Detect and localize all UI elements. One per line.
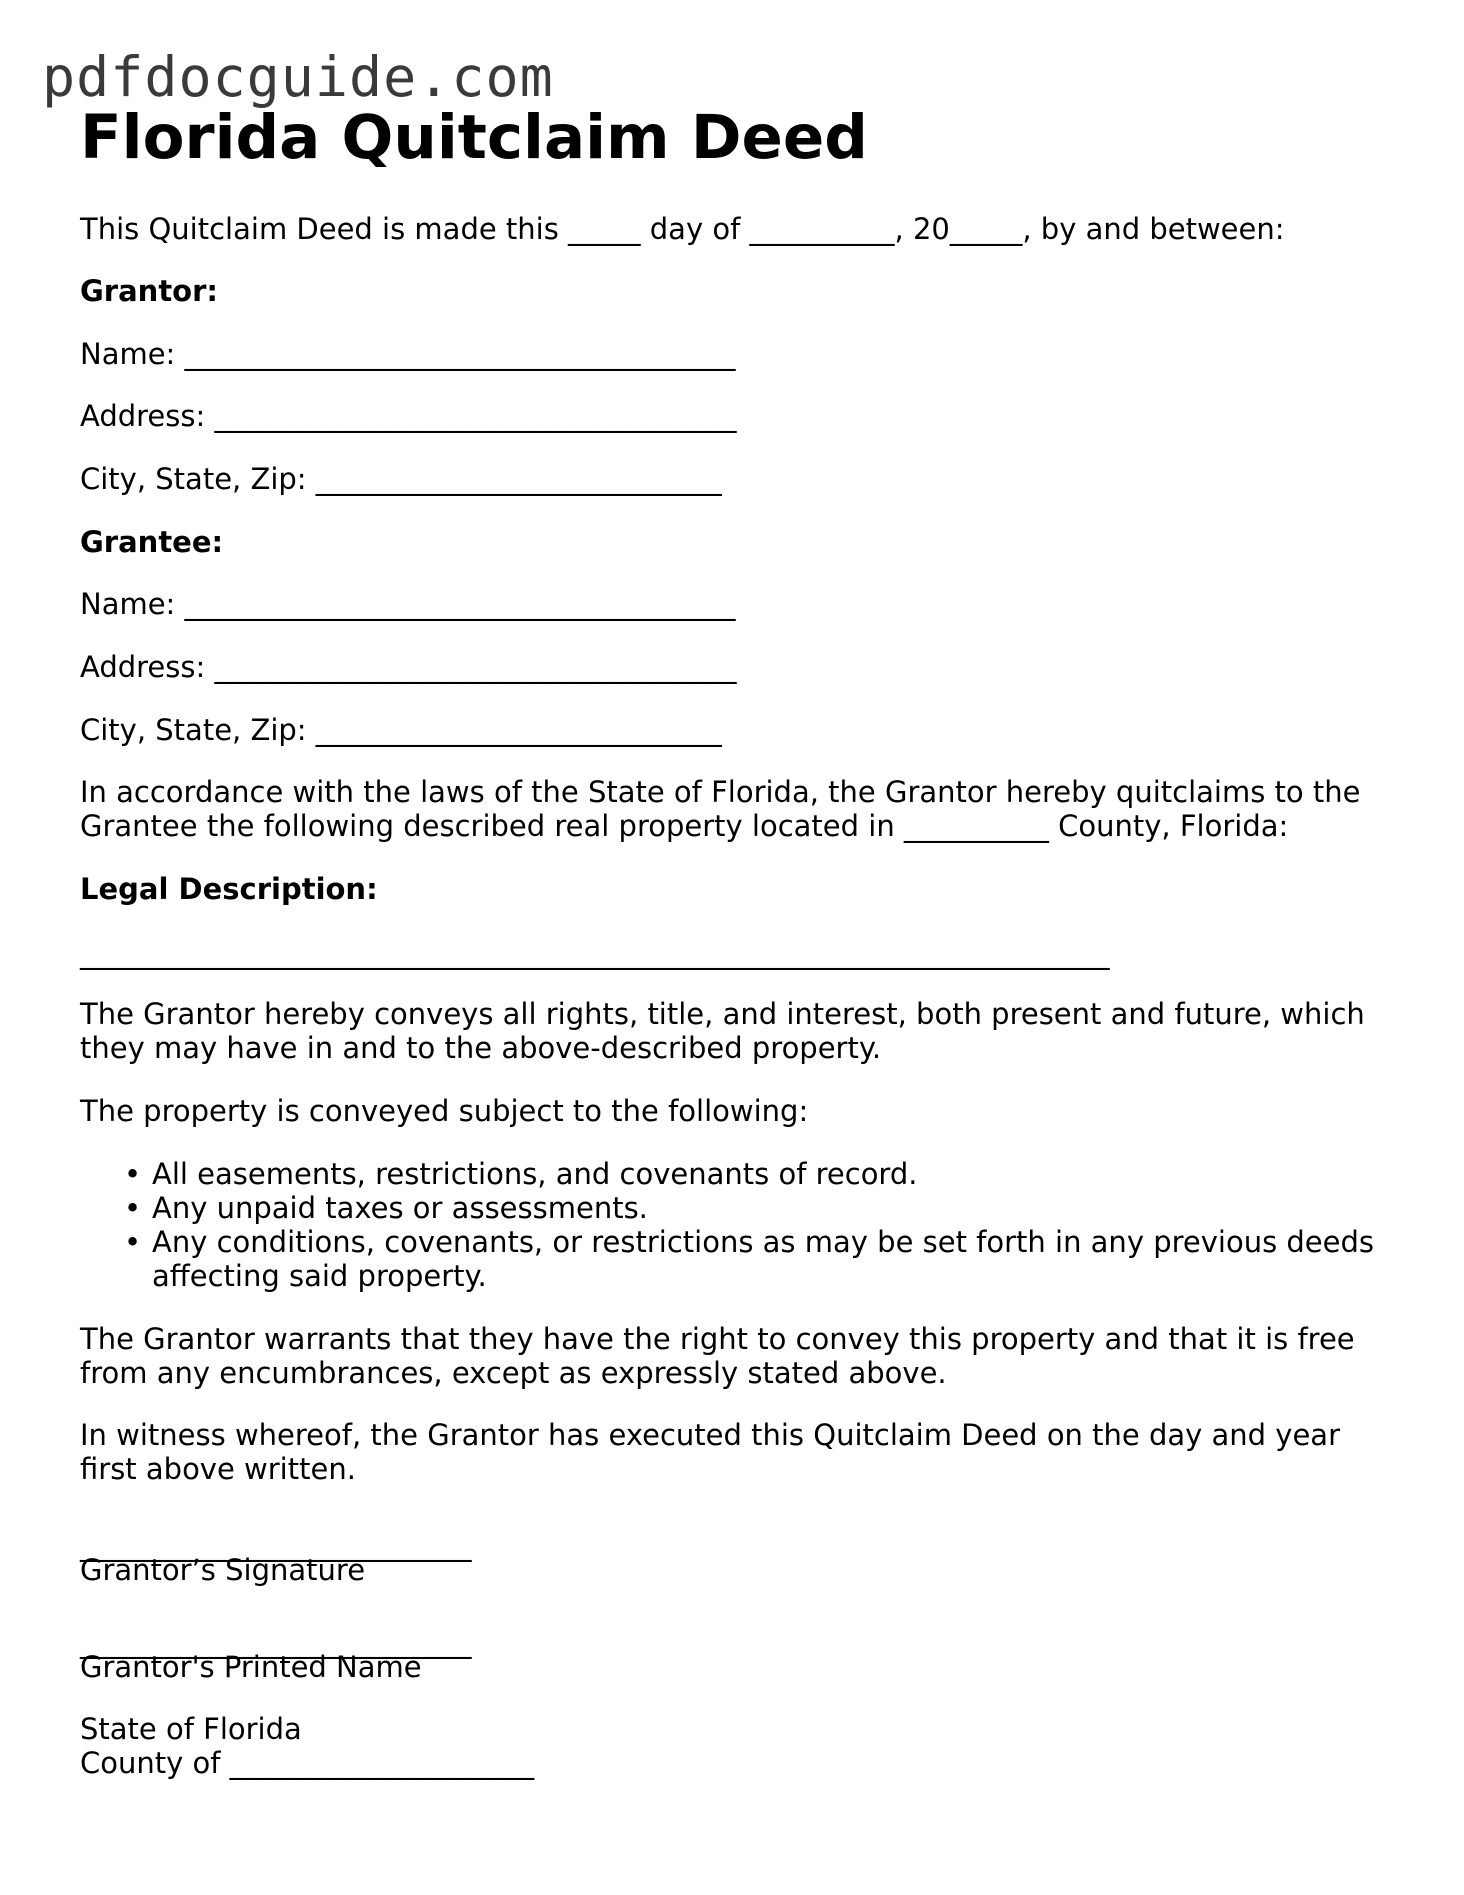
printed-name-label: Grantor's Printed Name [80,1650,422,1684]
grantor-heading: Grantor: [80,274,219,308]
grantor-address-field: Address: ____________________________________ [80,399,737,433]
witness-line-1: In witness whereof, the Grantor has executed this Quitclaim Deed on the day and year [80,1418,1340,1452]
grantor-name-field: Name: ______________________________________ [80,337,736,371]
intro-line: This Quitclaim Deed is made this _____ day of __________, 20_____, by and between: [80,212,1285,246]
notary-state: State of Florida [80,1712,302,1746]
printed-name-line: ___________________________ [80,1625,472,1659]
signature-label: Grantor’s Signature [80,1553,366,1587]
bullet-glyph: • [124,1157,142,1191]
bullet-glyph: • [124,1191,142,1225]
condition-item-3-line-2: affecting said property. [152,1259,487,1293]
condition-item-3-line-1: Any conditions, covenants, or restrictions as may be set forth in any previous deeds [152,1225,1375,1259]
legal-description-blank: _______________________________________________________________________ [80,936,1110,970]
condition-item-2: Any unpaid taxes or assessments. [152,1191,648,1225]
grantee-heading: Grantee: [80,525,224,559]
subject-intro: The property is conveyed subject to the following: [80,1094,809,1128]
grantee-city-field: City, State, Zip: ____________________________ [80,713,722,747]
legal-description-heading: Legal Description: [80,872,378,906]
conveys-line-2: they may have in and to the above-described property. [80,1031,882,1065]
grantor-city-field: City, State, Zip: ____________________________ [80,462,722,496]
grantee-address-field: Address: ____________________________________ [80,650,737,684]
notary-county-field: County of _____________________ [80,1746,535,1780]
condition-item-1: All easements, restrictions, and covenants of record. [152,1157,918,1191]
page-title: Florida Quitclaim Deed [80,102,868,173]
grantee-name-field: Name: ______________________________________ [80,587,736,621]
signature-line: ___________________________ [80,1528,472,1562]
accordance-line-2: Grantee the following described real property located in __________ County, Florida: [80,809,1289,843]
witness-line-2: first above written. [80,1452,356,1486]
warrants-line-2: from any encumbrances, except as expressly stated above. [80,1356,947,1390]
conveys-line-1: The Grantor hereby conveys all rights, title, and interest, both present and future, which [80,997,1365,1031]
bullet-glyph: • [124,1225,142,1259]
accordance-line-1: In accordance with the laws of the State of Florida, the Grantor hereby quitclaims to the [80,775,1361,809]
watermark: pdfdocguide.com [42,45,554,109]
warrants-line-1: The Grantor warrants that they have the right to convey this property and that it is free [80,1322,1355,1356]
